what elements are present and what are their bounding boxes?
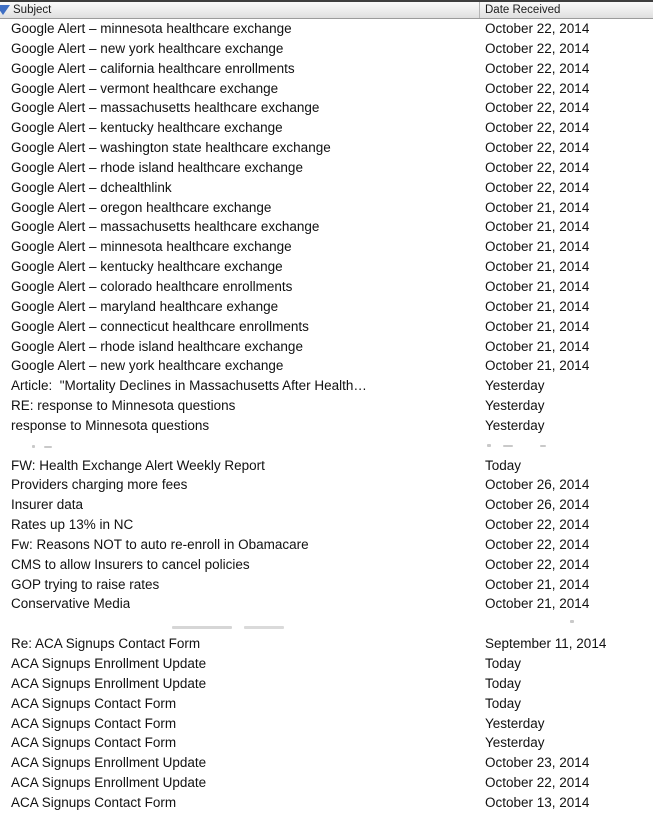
list-item[interactable] <box>0 356 653 376</box>
list-item[interactable] <box>0 297 653 317</box>
message-date-received: September 11, 2014 <box>485 636 607 652</box>
list-item[interactable] <box>0 575 653 595</box>
message-subject: Google Alert – vermont healthcare exchange <box>11 80 279 96</box>
message-date-received: October 22, 2014 <box>485 60 590 76</box>
list-item[interactable] <box>0 396 653 416</box>
message-subject: Google Alert – washington state healthcare exchange <box>11 140 331 156</box>
list-item[interactable] <box>0 79 653 99</box>
redaction-artifact <box>487 444 491 447</box>
message-date-received: October 23, 2014 <box>485 755 590 771</box>
list-column-header <box>0 0 653 19</box>
message-subject: response to Minnesota questions <box>11 417 210 433</box>
list-item[interactable] <box>0 39 653 59</box>
list-item[interactable] <box>0 515 653 535</box>
list-item[interactable] <box>0 694 653 714</box>
list-item[interactable] <box>0 59 653 79</box>
message-subject: ACA Signups Contact Form <box>11 715 177 731</box>
redaction-artifact <box>503 445 513 447</box>
message-subject: ACA Signups Contact Form <box>11 695 177 711</box>
message-subject: ACA Signups Enrollment Update <box>11 775 207 791</box>
list-item[interactable] <box>0 198 653 218</box>
message-subject: Google Alert – kentucky healthcare exchange <box>11 120 283 136</box>
list-item[interactable] <box>0 19 653 39</box>
message-date-received: October 22, 2014 <box>485 556 590 572</box>
list-item[interactable] <box>0 416 653 436</box>
message-date-received: October 21, 2014 <box>485 219 590 235</box>
list-item[interactable] <box>0 535 653 555</box>
list-item[interactable] <box>0 277 653 297</box>
message-date-received: October 21, 2014 <box>485 239 590 255</box>
list-item[interactable] <box>0 733 653 753</box>
message-date-received: October 13, 2014 <box>485 794 590 810</box>
message-date-received: Yesterday <box>485 735 545 751</box>
redacted-row[interactable] <box>0 614 653 634</box>
message-date-received: October 22, 2014 <box>485 120 590 136</box>
message-subject: Google Alert – kentucky healthcare exchange <box>11 259 283 275</box>
message-subject: Google Alert – dchealthlink <box>11 179 172 195</box>
message-subject: Insurer data <box>11 497 84 513</box>
redaction-artifact <box>32 445 35 448</box>
message-date-received: October 22, 2014 <box>485 80 590 96</box>
list-item[interactable] <box>0 118 653 138</box>
message-date-received: October 21, 2014 <box>485 278 590 294</box>
redaction-artifact <box>244 626 284 629</box>
message-date-received: October 26, 2014 <box>485 477 590 493</box>
column-header-date-received[interactable] <box>480 2 653 18</box>
message-date-received: October 22, 2014 <box>485 40 590 56</box>
list-item[interactable] <box>0 237 653 257</box>
message-subject: Re: ACA Signups Contact Form <box>11 636 201 652</box>
message-subject: RE: response to Minnesota questions <box>11 398 236 414</box>
message-subject: Google Alert – minnesota healthcare exchange <box>11 21 292 36</box>
message-subject: CMS to allow Insurers to cancel policies <box>11 556 250 572</box>
message-subject: FW: Health Exchange Alert Weekly Report <box>11 457 265 473</box>
list-item[interactable] <box>0 337 653 357</box>
message-subject: Google Alert – oregon healthcare exchange <box>11 199 272 215</box>
message-subject: Google Alert – massachusetts healthcare exchange <box>11 100 320 116</box>
list-item[interactable] <box>0 217 653 237</box>
message-subject: ACA Signups Enrollment Update <box>11 675 207 691</box>
list-item[interactable] <box>0 594 653 614</box>
list-item[interactable] <box>0 674 653 694</box>
list-item[interactable] <box>0 495 653 515</box>
sort-indicator-icon <box>0 5 10 15</box>
list-item[interactable] <box>0 753 653 773</box>
list-item[interactable] <box>0 654 653 674</box>
message-list <box>0 19 653 813</box>
message-date-received: October 21, 2014 <box>485 259 590 275</box>
redaction-artifact <box>172 626 232 629</box>
list-item[interactable] <box>0 773 653 793</box>
message-date-received: October 22, 2014 <box>485 517 590 533</box>
redacted-row[interactable] <box>0 436 653 456</box>
message-subject: GOP trying to raise rates <box>11 576 160 592</box>
message-subject: Google Alert – new york healthcare exchange <box>11 358 284 374</box>
message-date-received: October 22, 2014 <box>485 179 590 195</box>
message-date-received: Today <box>485 675 522 691</box>
message-date-received: October 22, 2014 <box>485 775 590 791</box>
message-date-received: October 21, 2014 <box>485 318 590 334</box>
redaction-artifact <box>570 620 574 623</box>
message-subject: ACA Signups Enrollment Update <box>11 755 207 771</box>
list-item[interactable] <box>0 257 653 277</box>
message-date-received: October 21, 2014 <box>485 576 590 592</box>
message-subject: ACA Signups Contact Form <box>11 794 177 810</box>
message-subject: Conservative Media <box>11 596 131 612</box>
list-item[interactable] <box>0 178 653 198</box>
message-date-received: October 22, 2014 <box>485 21 590 36</box>
message-date-received: Today <box>485 457 522 473</box>
message-date-received: Yesterday <box>485 398 545 414</box>
message-date-received: Yesterday <box>485 715 545 731</box>
message-date-received: October 26, 2014 <box>485 497 590 513</box>
list-item[interactable] <box>0 376 653 396</box>
message-date-received: October 22, 2014 <box>485 140 590 156</box>
message-date-received: October 21, 2014 <box>485 358 590 374</box>
redaction-artifact <box>44 446 52 448</box>
list-item[interactable] <box>0 714 653 734</box>
list-item[interactable] <box>0 317 653 337</box>
list-item[interactable] <box>0 98 653 118</box>
message-subject: ACA Signups Contact Form <box>11 735 177 751</box>
message-subject: Google Alert – connecticut healthcare enrollments <box>11 318 309 334</box>
message-date-received: October 21, 2014 <box>485 298 590 314</box>
list-item[interactable] <box>0 475 653 495</box>
message-subject: Google Alert – colorado healthcare enrollments <box>11 278 293 294</box>
list-item[interactable] <box>0 793 653 813</box>
message-subject: Google Alert – california healthcare enrollments <box>11 60 295 76</box>
message-subject: Google Alert – new york healthcare exchange <box>11 40 284 56</box>
message-date-received: October 21, 2014 <box>485 338 590 354</box>
list-item[interactable] <box>0 456 653 476</box>
list-item[interactable] <box>0 138 653 158</box>
message-date-received: October 22, 2014 <box>485 100 590 116</box>
message-subject: Rates up 13% in NC <box>11 517 134 533</box>
message-subject: Google Alert – massachusetts healthcare exchange <box>11 219 320 235</box>
message-subject: Google Alert – rhode island healthcare exchange <box>11 338 303 354</box>
message-subject: Google Alert – maryland healthcare exhange <box>11 298 279 314</box>
message-subject: ACA Signups Enrollment Update <box>11 656 207 671</box>
message-date-received: October 22, 2014 <box>485 536 590 552</box>
list-item[interactable] <box>0 158 653 178</box>
message-date-received: October 21, 2014 <box>485 199 590 215</box>
message-date-received: October 21, 2014 <box>485 596 590 612</box>
list-item[interactable] <box>0 555 653 575</box>
message-date-received: Today <box>485 695 522 711</box>
message-date-received: Yesterday <box>485 417 545 433</box>
column-header-subject[interactable] <box>0 2 480 18</box>
message-subject: Google Alert – minnesota healthcare exchange <box>11 239 292 255</box>
message-subject: Article: "Mortality Declines in Massachusetts After Health… <box>11 378 367 394</box>
message-date-received: Today <box>485 656 522 671</box>
message-date-received: October 22, 2014 <box>485 159 590 175</box>
date-received-column-label: Date Received <box>485 4 561 16</box>
subject-column-label: Subject <box>13 4 52 16</box>
redaction-artifact <box>540 445 546 447</box>
message-subject: Fw: Reasons NOT to auto re-enroll in Obamacare <box>11 536 309 552</box>
list-item[interactable] <box>0 634 653 654</box>
message-date-received: Yesterday <box>485 378 545 394</box>
message-subject: Providers charging more fees <box>11 477 188 493</box>
message-subject: Google Alert – rhode island healthcare exchange <box>11 159 303 175</box>
